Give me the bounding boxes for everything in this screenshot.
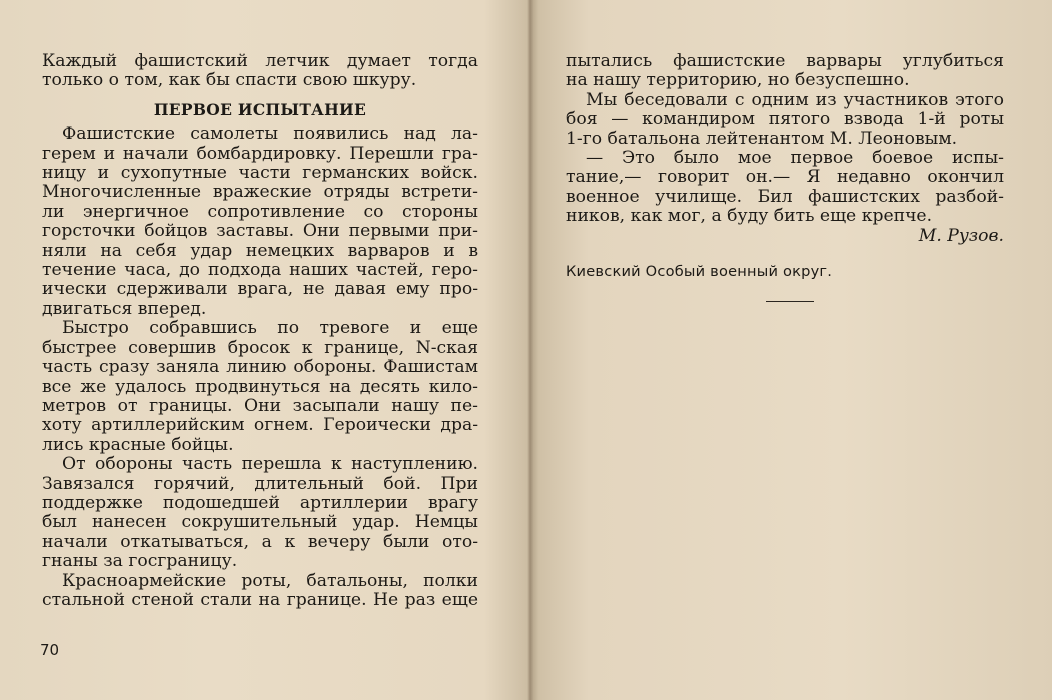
- text-line: Красноармейские роты, батальоны, полки: [62, 570, 478, 591]
- left-paragraph-2: [42, 319, 478, 455]
- left-paragraph-1: [42, 125, 478, 319]
- text-line: Каждый фашистский летчик думает тогда: [42, 51, 478, 71]
- text-line: часть сразу заняла линию обороны. Фашистам: [42, 357, 478, 378]
- text-line: — Это было мое первое боевое испы-: [586, 148, 1004, 169]
- text-line: лись красные бойцы.: [42, 434, 234, 455]
- text-line: гнаны за госграницу.: [42, 551, 238, 572]
- text-line: боя — командиром пятого взвода 1-й роты: [566, 109, 1004, 130]
- text-line: течение часа, до подхода наших частей, геро-: [42, 260, 478, 281]
- right-paragraph-3: [566, 149, 1004, 227]
- left-paragraph-3: [42, 455, 478, 571]
- text-line: Быстро собравшись по тревоге и еще: [62, 318, 478, 339]
- left-paragraph-4: [42, 572, 478, 611]
- right-paragraph-2: [566, 91, 1004, 149]
- text-line: няли на себя удар немецких варваров и в: [42, 240, 478, 261]
- left-intro: [42, 52, 478, 91]
- text-line: поддержке подошедшей артиллерии врагу: [42, 492, 478, 513]
- text-line: быстрее совершив бросок к границе, N-ская: [42, 337, 478, 358]
- text-line: ически сдерживали врага, не давая ему про-: [42, 279, 478, 300]
- text-line: все же удалось продвинуться на десять кило-: [42, 376, 478, 397]
- text-line: начали откатываться, а к вечеру были ото-: [42, 531, 478, 552]
- text-line: был нанесен сокрушительный удар. Немцы: [42, 512, 478, 533]
- text-line: ников, как мог, а буду бить еще крепче.: [566, 206, 933, 227]
- text-line: только о том, как бы спасти свою шкуру.: [42, 70, 417, 91]
- text-line: метров от границы. Они засыпали нашу пе-: [42, 395, 478, 416]
- text-line: ницу и сухопутные части германских войск.: [42, 163, 478, 184]
- text-line: двигаться вперед.: [42, 298, 207, 319]
- text-line: Завязался горячий, длительный бой. При: [42, 473, 478, 494]
- text-line: 1-го батальона лейтенантом М. Леоновым.: [566, 128, 958, 149]
- text-line: стальной стеной стали на границе. Не раз еще: [42, 589, 478, 610]
- text-line: хоту артиллерийским огнем. Героически дра-: [42, 415, 478, 436]
- left-page: [42, 52, 478, 610]
- text-line: От обороны часть перешла к наступлению.: [62, 454, 478, 475]
- book-fold: [527, 0, 533, 700]
- right-paragraph-1: [566, 52, 1004, 91]
- right-page: [566, 52, 1004, 302]
- military-district: Киевский Особый военный округ.: [566, 263, 833, 281]
- text-line: горсточки бойцов заставы. Они первыми при-: [42, 221, 478, 242]
- text-line: ли энергичное сопротивление со стороны: [42, 201, 478, 222]
- text-line: на нашу территорию, но безуспешно.: [566, 70, 910, 91]
- text-line: герем и начали бомбардировку. Перешли гра-: [42, 143, 478, 164]
- text-line: Многочисленные вражеские отряды встрети-: [42, 182, 478, 203]
- text-line: Фашистские самолеты появились над ла-: [62, 124, 478, 145]
- section-heading: ПЕРВОЕ ИСПЫТАНИЕ: [153, 99, 367, 119]
- text-line: Мы беседовали с одним из участников этого: [586, 89, 1004, 110]
- text-line: тание,— говорит он.— Я недавно окончил: [566, 167, 1004, 188]
- page-number: 70: [40, 641, 60, 659]
- author-signature: М. Рузов.: [918, 225, 1004, 246]
- text-line: военное училище. Бил фашистских разбой-: [566, 186, 1004, 207]
- text-line: пытались фашистские варвары углубиться: [566, 51, 1004, 71]
- closing-rule: [766, 301, 814, 302]
